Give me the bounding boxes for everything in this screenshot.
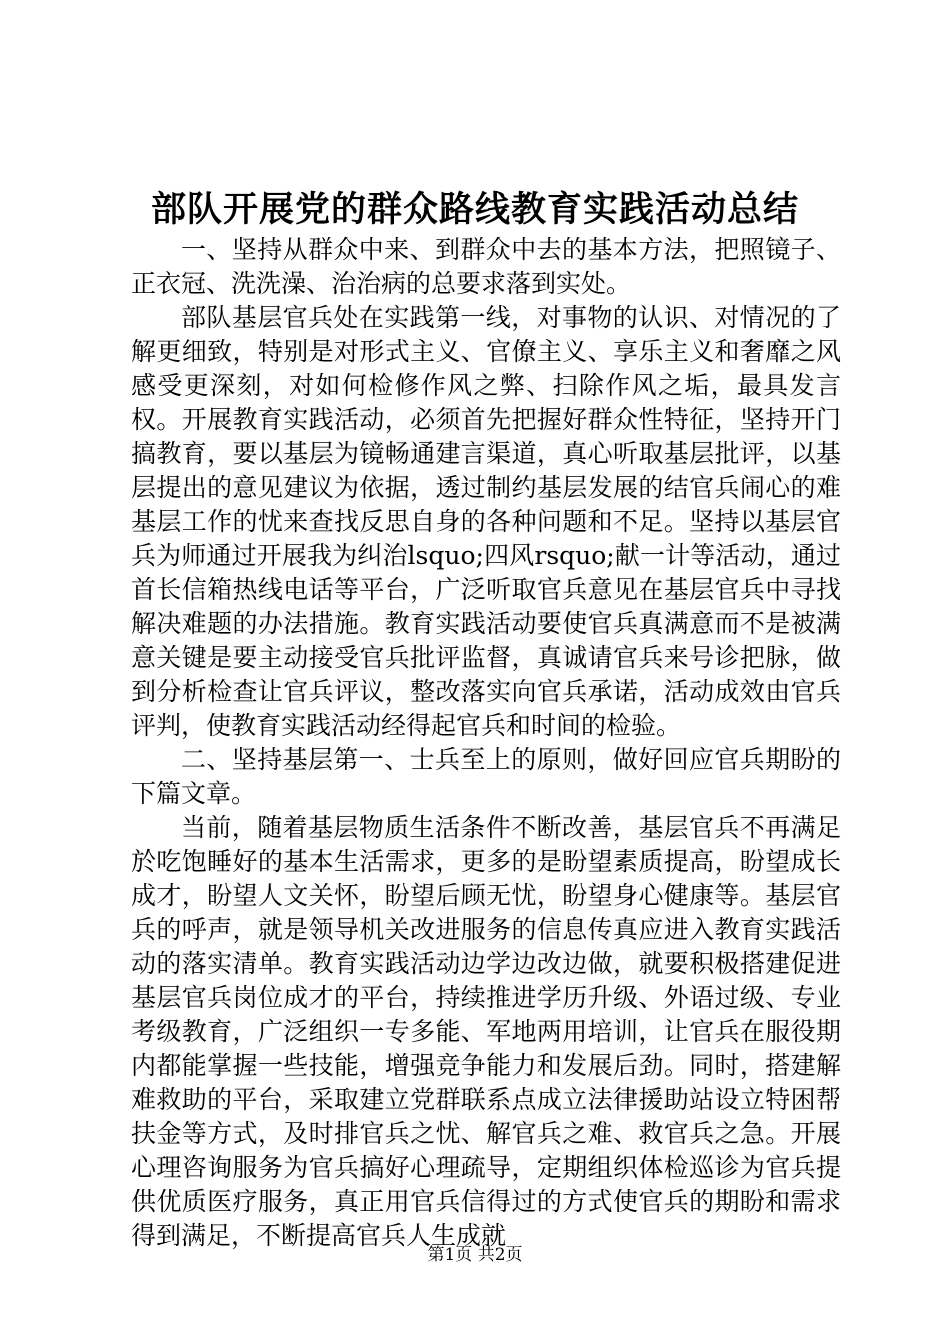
paragraph-1: 一、坚持从群众中来、到群众中去的基本方法，把照镜子、正衣冠、洗洗澡、治治病的总要求落到实处。 — [131, 235, 841, 298]
document-body — [131, 233, 841, 1253]
paragraph-2: 部队基层官兵处在实践第一线，对事物的认识、对情况的了解更细致，特别是对形式主义、官僚主义、享乐主义和奢靡之风感受更深刻，对如何检修作风之弊、扫除作风之垢，最具发言权。开展教育实践活动，必须首先把握好群众性特征，坚持开门搞教育，要以基层为镜畅通建言渠道，真心听取基层批评，以基层提出的意见建议为依据，透过制约基层发展的结官兵闹心的难基层工作的忧来查找反思自身的各种问题和不足。坚持以基层官兵为师通过开展我为纠治lsquo;四风rsquo;献一计等活动，通过首长信箱热线电话等平台，广泛听取官兵意见在基层官兵中寻找解决难题的办法措施。教育实践活动要使官兵真满意而不是被满意关键是要主动接受官兵批评监督，真诚请官兵来号诊把脉，做到分析检查让官兵评议，整改落实向官兵承诺，活动成效由官兵评判，使教育实践活动经得起官兵和时间的检验。 — [131, 303, 841, 740]
page-footer: 第1页 共2页 — [427, 1245, 523, 1265]
paragraph-4: 当前，随着基层物质生活条件不断改善，基层官兵不再满足於吃饱睡好的基本生活需求，更多的是盼望素质提高，盼望成长成才，盼望人文关怀，盼望后顾无忧，盼望身心健康等。基层官兵的呼声，就是领导机关改进服务的信息传真应进入教育实践活动的落实清单。教育实践活动边学边改边做，就要积极搭建促进基层官兵岗位成才的平台，持续推进学历升级、外语过级、专业考级教育，广泛组织一专多能、军地两用培训，让官兵在服役期内都能掌握一些技能，增强竞争能力和发展后劲。同时，搭建解难救助的平台，采取建立党群联系点成立法律援助站设立特困帮扶金等方式，及时排官兵之忧、解官兵之难、救官兵之急。开展心理咨询服务为官兵搞好心理疏导，定期组织体检巡诊为官兵提供优质医疗服务，真正用官兵信得过的方式使官兵的期盼和需求得到满足，不断提高官兵人生成就 — [131, 813, 841, 1250]
document-title: 部队开展党的群众路线教育实践活动总结 — [150, 189, 799, 230]
paragraph-3: 二、坚持基层第一、士兵至上的原则，做好回应官兵期盼的下篇文章。 — [131, 745, 841, 808]
